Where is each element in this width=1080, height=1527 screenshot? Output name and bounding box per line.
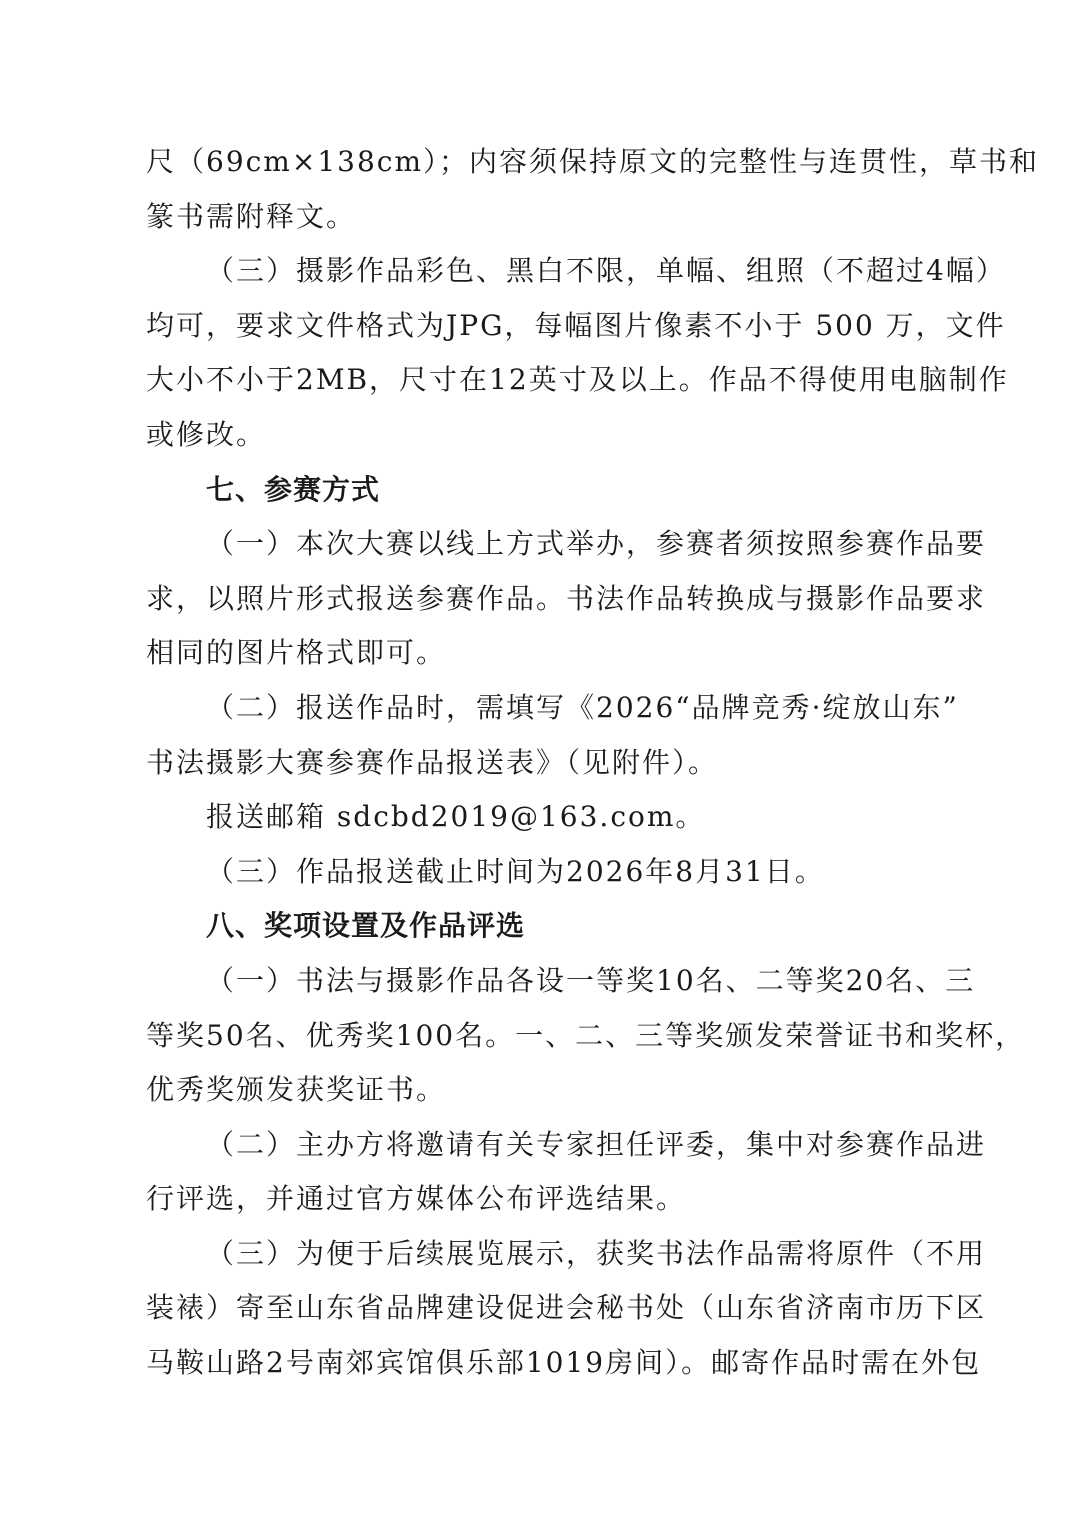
paragraph-line: （三）为便于后续展览展示，获奖书法作品需将原件（不用 [206, 1236, 987, 1270]
deadline-line: （三）作品报送截止时间为2026年8月31日。 [206, 854, 825, 888]
paragraph-line: 装裱）寄至山东省品牌建设促进会秘书处（山东省济南市历下区 [146, 1291, 987, 1325]
paragraph-line: 大小不小于2MB，尺寸在12英寸及以上。作品不得使用电脑制作 [146, 363, 1009, 397]
paragraph-line: 相同的图片格式即可。 [146, 636, 447, 670]
section-heading: 七、参赛方式 [206, 472, 381, 506]
paragraph-line: 行评选，并通过官方媒体公布评选结果。 [146, 1182, 687, 1216]
paragraph-line: （一）本次大赛以线上方式举办，参赛者须按照参赛作品要 [206, 527, 987, 561]
paragraph-line: （二）报送作品时，需填写《2026“品牌竞秀·绽放山东” [206, 690, 959, 724]
section-heading: 八、奖项设置及作品评选 [206, 909, 526, 943]
paragraph-line: 或修改。 [146, 417, 267, 451]
paragraph-line: 尺（69cm×138cm）；内容须保持原文的完整性与连贯性，草书和 [146, 145, 1040, 178]
paragraph-line: 求，以照片形式报送参赛作品。书法作品转换成与摄影作品要求 [146, 581, 987, 615]
paragraph-line: （三）摄影作品彩色、黑白不限，单幅、组照（不超过4幅） [206, 254, 1006, 288]
paragraph-line: 优秀奖颁发获奖证书。 [146, 1073, 447, 1107]
paragraph-line: 等奖50名、优秀奖100名。一、二、三等奖颁发荣誉证书和奖杯， [146, 1018, 1026, 1052]
document-body [146, 135, 1040, 1391]
paragraph-line: （二）主办方将邀请有关专家担任评委，集中对参赛作品进 [206, 1127, 987, 1161]
paragraph-line: 马鞍山路2号南郊宾馆俱乐部1019房间）。邮寄作品时需在外包 [146, 1346, 982, 1380]
paragraph-line: 篆书需附释文。 [146, 199, 357, 233]
email-line: 报送邮箱 sdcbd2019@163.com。 [206, 800, 706, 834]
paragraph-line: 书法摄影大赛参赛作品报送表》（见附件）。 [146, 745, 719, 779]
paragraph-line: 均可，要求文件格式为JPG，每幅图片像素不小于 500 万，文件 [146, 308, 1006, 342]
paragraph-line: （一）书法与摄影作品各设一等奖10名、二等奖20名、三 [206, 963, 976, 997]
